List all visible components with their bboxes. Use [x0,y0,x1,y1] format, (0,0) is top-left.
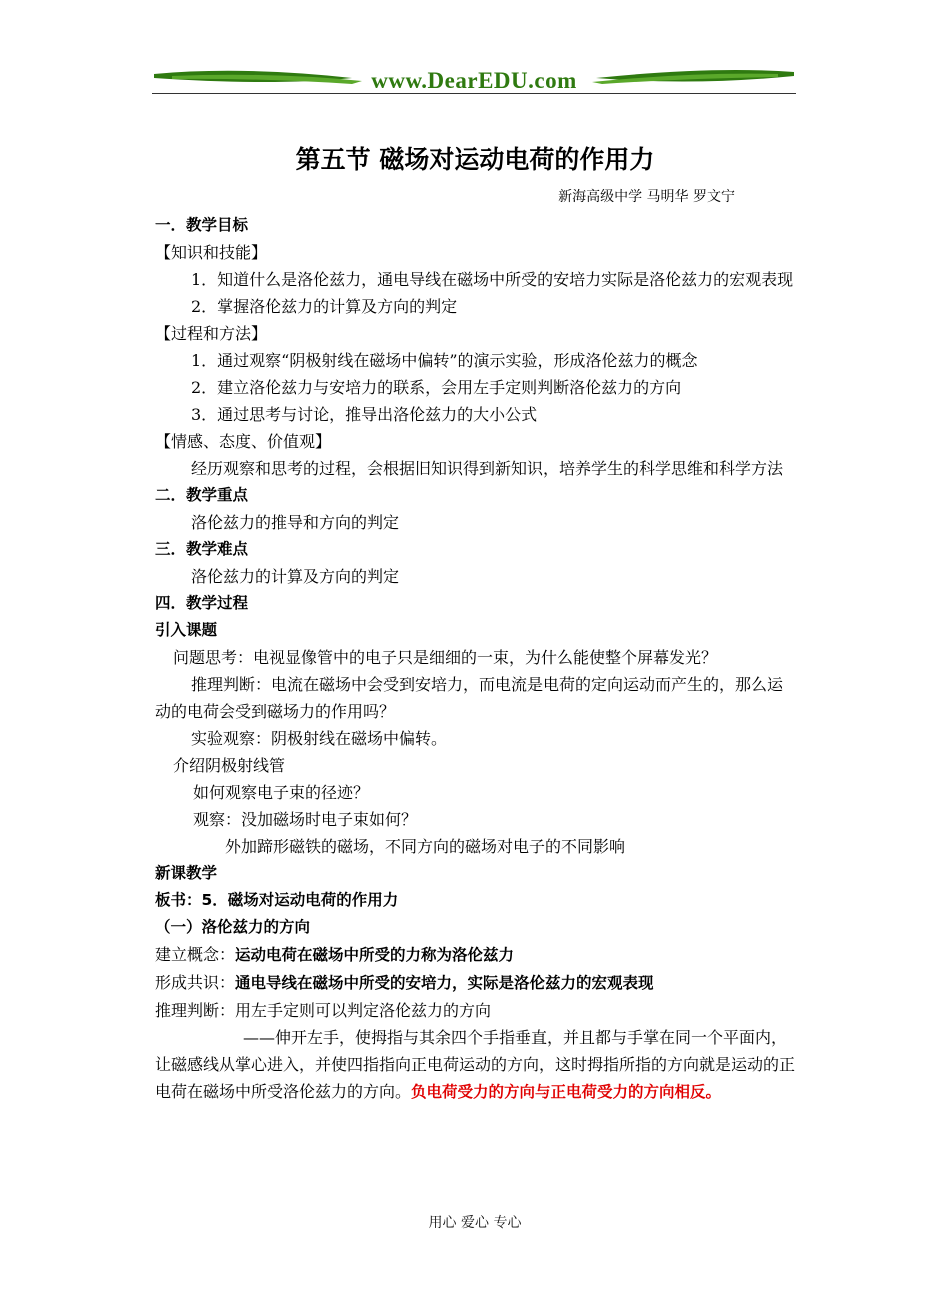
paragraph: 推理判断：用左手定则可以判定洛伦兹力的方向 [155,1001,492,1020]
paragraph: 3．通过思考与讨论，推导出洛伦兹力的大小公式 [191,405,538,424]
paragraph: 观察：没加磁场时电子束如何？ [193,810,418,829]
author-line: 新海高级中学 马明华 罗文宁 [558,189,735,205]
paragraph: 1．通过观察“阴极射线在磁场中偏转”的演示实验，形成洛伦兹力的概念 [191,351,698,370]
rule-text: ——伸开左手，使拇指与其余四个手指垂直，并且都与手掌在同一个平面内，让磁感线从掌心进入，并使四指指向正电荷运动的方向，这时拇指所指的方向就是运动的正电荷在磁场中所受洛伦兹力的方向。 [155,1028,796,1101]
paragraph: 洛伦兹力的推导和方向的判定 [191,513,400,532]
paragraph: 外加蹄形磁铁的磁场，不同方向的磁场对电子的不同影响 [225,837,626,856]
subsection-heading: 【过程和方法】 [155,324,268,343]
page-title: 第五节 磁场对运动电荷的作用力 [295,145,655,174]
highlight-text: 负电荷受力的方向与正电荷受力的方向相反。 [411,1083,722,1101]
site-url-logo: www.DearEDU.com [371,68,577,93]
paragraph: 如何观察电子束的径迹？ [193,783,370,802]
consensus-line [155,969,795,997]
page-footer: 用心 爱心 专心 [428,1215,522,1231]
section-heading: 三．教学难点 [155,540,249,558]
consensus-text: 通电导线在磁场中所受的安培力，实际是洛伦兹力的宏观表现 [235,974,654,992]
section-heading: 二．教学重点 [155,486,249,504]
paragraph: 2．掌握洛伦兹力的计算及方向的判定 [191,297,458,316]
document-body [155,140,795,1106]
subsection-heading: 【知识和技能】 [155,243,268,262]
board-heading: 板书：5．磁场对运动电荷的作用力 [155,891,399,909]
paragraph: 经历观察和思考的过程，会根据旧知识得到新知识，培养学生的科学思维和科学方法 [191,459,784,478]
concept-line [155,941,795,969]
subsection-heading: 【情感、态度、价值观】 [155,432,332,451]
left-hand-rule-paragraph [155,1024,795,1106]
section-heading: 一．教学目标 [155,216,249,234]
paragraph: 推理判断：电流在磁场中会受到安培力，而电流是电荷的定向运动而产生的，那么运动的电荷会受到磁场力的作用吗？ [155,675,784,721]
paragraph: 介绍阴极射线管 [173,756,286,775]
section-heading: 四．教学过程 [155,594,249,612]
paragraph: 1．知道什么是洛伦兹力，通电导线在磁场中所受的安培力实际是洛伦兹力的宏观表现 [191,270,794,289]
paragraph: 2．建立洛伦兹力与安培力的联系，会用左手定则判断洛伦兹力的方向 [191,378,682,397]
paragraph: 问题思考：电视显像管中的电子只是细细的一束，为什么能使整个屏幕发光？ [173,648,718,667]
consensus-label: 形成共识： [155,973,236,992]
concept-text: 运动电荷在磁场中所受的力称为洛伦兹力 [235,946,515,964]
subsection-heading: 引入课题 [155,621,218,639]
concept-label: 建立概念： [155,945,236,964]
subsection-heading: 新课教学 [155,864,218,882]
header-rule [152,93,796,94]
paragraph: 实验观察：阴极射线在磁场中偏转。 [191,729,448,748]
subsection-heading: （一）洛伦兹力的方向 [155,918,311,936]
paragraph: 洛伦兹力的计算及方向的判定 [191,567,400,586]
